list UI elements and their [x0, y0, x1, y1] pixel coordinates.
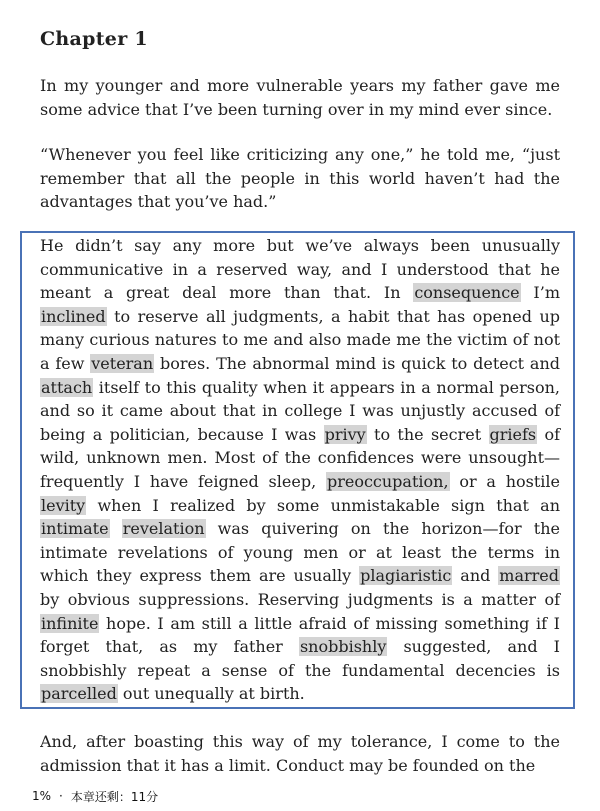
highlighted-word[interactable]: veteran — [91, 353, 154, 373]
highlighted-word[interactable]: consequence — [414, 283, 520, 303]
text-run: hope. I am still a little afraid of missing something if I forget that, as my father — [40, 613, 560, 657]
chapter-time-remaining: 本章还剩：11分 — [70, 789, 159, 804]
paragraph-2[interactable]: “Whenever you feel like criticizing any one,” he told me, “just remember that all the people in this world haven’t had the advantages that you’ve had.” — [40, 145, 560, 212]
status-separator: · — [59, 789, 63, 803]
highlighted-word[interactable]: revelation — [122, 519, 205, 539]
highlighted-word[interactable]: inclined — [41, 306, 106, 326]
text-run: of wild, unknown men. Most of the confidences were unsought—frequently I have feigned sleep, — [40, 424, 561, 491]
highlighted-word[interactable]: griefs — [489, 424, 537, 444]
reading-progress: 1% — [32, 789, 52, 803]
text-run: itself to this quality when it appears in a normal person, and so it came about that in college I was unjustly accused of being a politician, because I was — [40, 377, 560, 444]
text-run: or a hostile — [449, 471, 561, 491]
highlighted-word[interactable]: attach — [41, 377, 93, 397]
chapter-title: Chapter 1 — [40, 28, 148, 50]
highlighted-word[interactable]: intimate — [41, 519, 109, 539]
highlighted-word[interactable]: plagiaristic — [360, 566, 452, 586]
paragraph-3-selected[interactable] — [40, 234, 560, 706]
paragraph-4[interactable]: And, after boasting this way of my tolerance, I come to the admission that it has a limit. Conduct may be founded on the — [40, 732, 560, 775]
highlighted-word[interactable]: preoccupation, — [326, 471, 449, 491]
text-run: suggested, and I snobbishly repeat a sense of the fundamental decencies is — [40, 637, 560, 680]
text-run: to reserve all judgments, a habit that has opened up many curious natures to me and also made me the victim of not a few — [40, 306, 560, 373]
status-bar — [0, 781, 600, 811]
highlighted-word[interactable]: privy — [324, 424, 366, 444]
text-run: by obvious suppressions. Reserving judgments is a matter of — [40, 589, 560, 609]
text-run: He didn’t say any more but we’ve always been unusually communicative in a reserved way, and I understood that he meant a great deal more than that. In — [40, 236, 560, 303]
highlighted-word[interactable]: parcelled — [41, 684, 117, 704]
text-run: when I realized by some unmistakable sign that an — [86, 495, 560, 515]
text-run: out unequally at birth. — [117, 684, 305, 704]
highlighted-word[interactable]: infinite — [41, 613, 99, 633]
highlighted-word[interactable]: marred — [499, 566, 559, 586]
paragraph-1[interactable]: In my younger and more vulnerable years my father gave me some advice that I’ve been turning over in my mind ever since. — [40, 76, 560, 119]
text-run: to the secret — [366, 424, 489, 444]
highlighted-word[interactable]: levity — [41, 495, 86, 515]
text-run: and — [452, 566, 499, 586]
text-run: I’m — [520, 283, 560, 303]
text-run — [110, 519, 122, 538]
text-run: was quivering on the horizon—for the intimate revelations of young men or at least the terms in which they express them are usually — [40, 519, 561, 586]
text-run: bores. The abnormal mind is quick to detect and — [154, 353, 560, 373]
highlighted-word[interactable]: snobbishly — [299, 637, 387, 657]
